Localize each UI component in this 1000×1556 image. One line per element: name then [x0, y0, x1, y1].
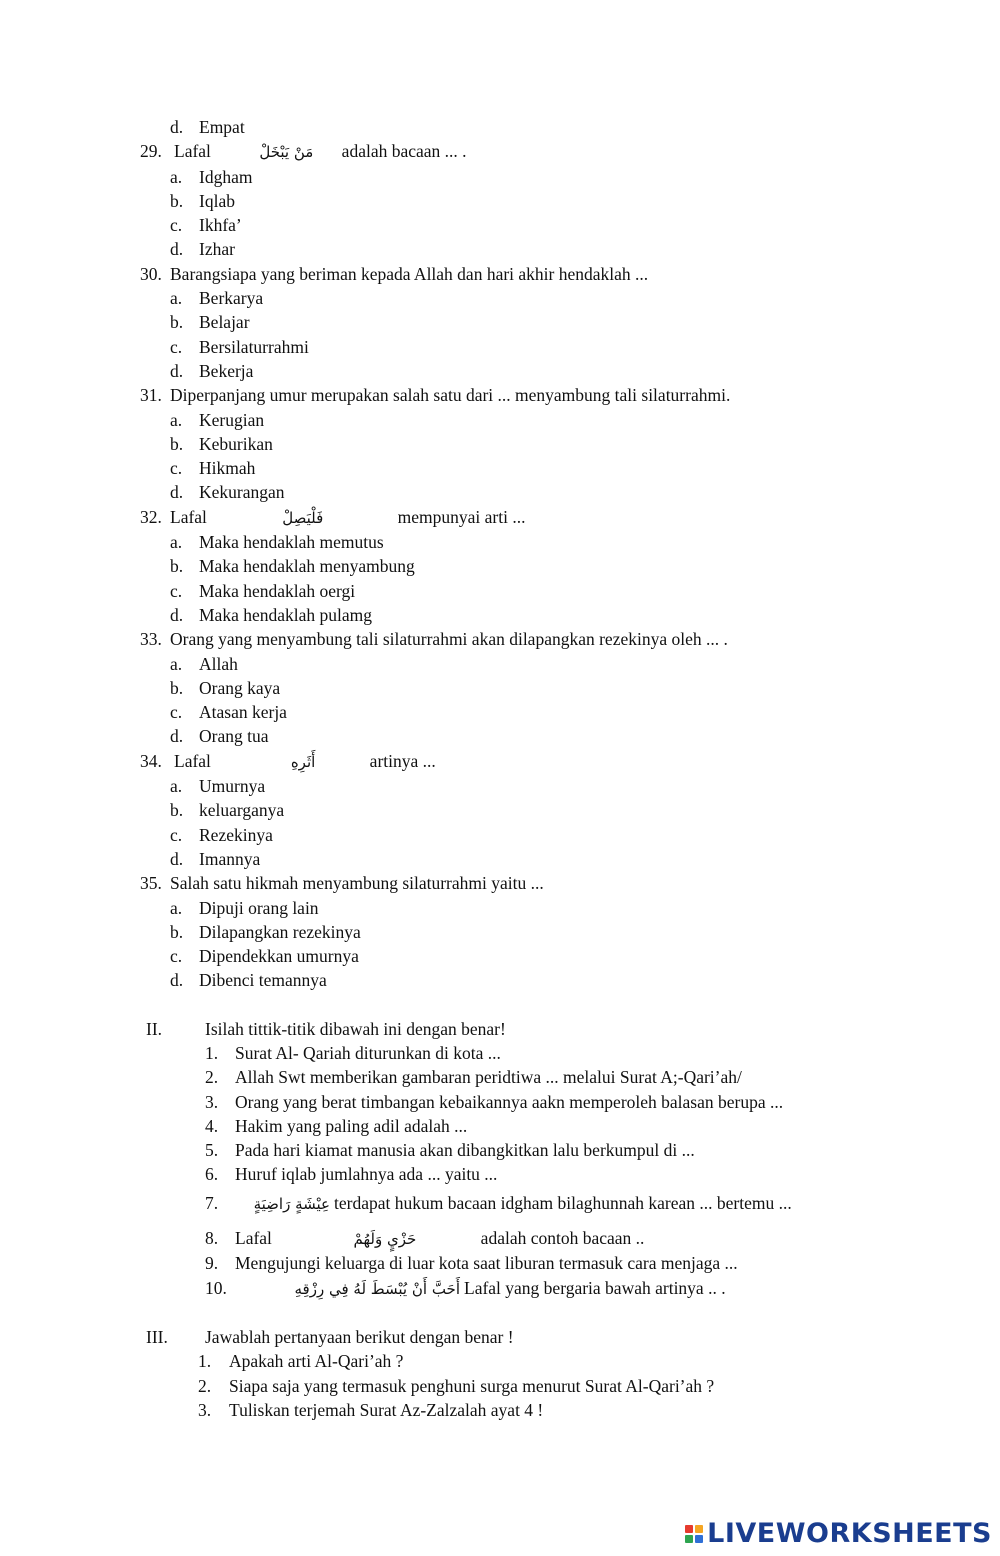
section-title: Jawablah pertanyaan berikut dengan benar ! — [205, 1326, 514, 1347]
question-pre: Lafal — [170, 506, 207, 527]
question-number: 35. — [140, 873, 162, 894]
question-post: artinya ... — [369, 750, 436, 771]
item-text: terdapat hukum bacaan idgham bilaghunnah karean ... bertemu ... — [334, 1192, 792, 1213]
q34-option-c — [170, 823, 1000, 847]
fill-item-4 — [205, 1114, 1000, 1138]
q30-option-d — [170, 359, 1000, 383]
item-text: adalah contoh bacaan .. — [480, 1228, 645, 1249]
option-letter: a. — [170, 166, 183, 187]
item-number: 4. — [205, 1115, 219, 1136]
q31-option-d — [170, 480, 1000, 504]
option-text: Allah — [199, 653, 238, 674]
option-letter: a. — [170, 897, 183, 918]
option-text: Maka hendaklah pulamg — [199, 604, 373, 625]
question-35 — [140, 871, 1000, 895]
q32-option-a — [170, 530, 1000, 554]
question-31 — [140, 383, 1000, 407]
essay-item-2 — [198, 1374, 1000, 1398]
arabic-text: عِيْشَةٍ رَاضِيَةٍ — [253, 1194, 330, 1213]
option-letter: b. — [170, 433, 184, 454]
option-text: Bekerja — [199, 360, 254, 381]
item-text: Surat Al- Qariah diturunkan di kota ... — [235, 1042, 501, 1063]
question-text: Salah satu hikmah menyambung silaturrahmi yaitu ... — [170, 873, 544, 894]
item-number: 1. — [198, 1351, 212, 1372]
option-letter: c. — [170, 458, 183, 479]
section-number: III. — [146, 1326, 168, 1347]
q28-option-d — [170, 115, 1000, 139]
option-letter: a. — [170, 288, 183, 309]
question-text: Barangsiapa yang beriman kepada Allah dan hari akhir hendaklah ... — [170, 263, 649, 284]
option-letter: d. — [170, 239, 184, 260]
item-text: Allah Swt memberikan gambaran peridtiwa ... melalui Surat A;-Qari’ah/ — [235, 1067, 742, 1088]
q29-option-b — [170, 189, 1000, 213]
item-text: Pada hari kiamat manusia akan dibangkitkan lalu berkumpul di ... — [235, 1140, 695, 1161]
question-text: Orang yang menyambung tali silaturrahmi akan dilapangkan rezekinya oleh ... . — [170, 629, 728, 650]
option-letter: c. — [170, 946, 183, 967]
item-text: Siapa saja yang termasuk penghuni surga menurut Surat Al-Qari’ah ? — [229, 1375, 715, 1396]
option-text: Rezekinya — [199, 824, 273, 845]
q33-option-c — [170, 700, 1000, 724]
question-number: 33. — [140, 629, 162, 650]
q30-option-c — [170, 335, 1000, 359]
q34-option-d — [170, 847, 1000, 871]
item-text: Huruf iqlab jumlahnya ada ... yaitu ... — [235, 1164, 498, 1185]
item-text: Lafal yang bergaria bawah artinya .. . — [464, 1277, 726, 1298]
item-number: 8. — [205, 1228, 219, 1249]
option-letter: c. — [170, 215, 183, 236]
option-text: Idgham — [199, 166, 253, 187]
q31-option-a — [170, 408, 1000, 432]
section-title: Isilah tittik-titik dibawah ini dengan benar! — [205, 1018, 506, 1039]
question-post: adalah bacaan ... . — [341, 141, 467, 162]
arabic-text: حَزْيٍ وَلَهُمْ — [353, 1230, 417, 1249]
option-text: Belajar — [199, 312, 250, 333]
item-text: Orang yang berat timbangan kebaikannya aakn memperoleh balasan berupa ... — [235, 1091, 784, 1112]
fill-item-10 — [205, 1276, 1000, 1301]
section-number: II. — [146, 1018, 163, 1039]
question-number: 30. — [140, 263, 162, 284]
option-text: Keburikan — [199, 433, 273, 454]
question-number: 32. — [140, 506, 162, 527]
option-letter: b. — [170, 556, 184, 577]
option-text: Hikmah — [199, 458, 256, 479]
question-number: 29. — [140, 141, 162, 162]
option-text: Maka hendaklah menyambung — [199, 556, 415, 577]
item-text: Tuliskan terjemah Surat Az-Zalzalah ayat 4 ! — [229, 1399, 544, 1420]
option-text: Kerugian — [199, 409, 265, 430]
option-letter: b. — [170, 190, 184, 211]
question-29 — [140, 139, 1000, 164]
q29-option-a — [170, 165, 1000, 189]
q32-option-c — [170, 579, 1000, 603]
option-letter: a. — [170, 653, 183, 674]
option-letter: d. — [170, 604, 184, 625]
option-text: Ikhfa’ — [199, 215, 242, 236]
q35-option-c — [170, 944, 1000, 968]
q31-option-b — [170, 432, 1000, 456]
option-text: Dipendekkan umurnya — [199, 946, 359, 967]
q31-option-c — [170, 456, 1000, 480]
q35-option-a — [170, 896, 1000, 920]
fill-item-6 — [205, 1162, 1000, 1186]
arabic-text: أَحَبَّ أَنْ يُبْسَطَ لَهُ فِي رِزْقِهِ — [294, 1279, 460, 1298]
arabic-text: مَنْ يَبْخَلْ — [259, 143, 314, 162]
worksheet-page — [0, 115, 1000, 1422]
option-letter: d. — [170, 970, 184, 991]
option-text: Iqlab — [199, 190, 235, 211]
item-number: 2. — [198, 1375, 212, 1396]
q34-option-a — [170, 774, 1000, 798]
option-letter: d. — [170, 482, 184, 503]
liveworksheets-logo — [685, 1517, 992, 1549]
item-text: Mengujungi keluarga di luar kota saat liburan termasuk cara menjaga ... — [235, 1253, 738, 1274]
option-text: Dipuji orang lain — [199, 897, 319, 918]
option-text: Kekurangan — [199, 482, 285, 503]
item-number: 3. — [205, 1091, 219, 1112]
q34-option-b — [170, 798, 1000, 822]
q33-option-d — [170, 724, 1000, 748]
fill-item-7 — [205, 1191, 1000, 1216]
q35-option-b — [170, 920, 1000, 944]
option-text: Umurnya — [199, 776, 266, 797]
option-text: Dibenci temannya — [199, 970, 327, 991]
section-3-heading — [146, 1325, 1000, 1349]
option-text: Maka hendaklah memutus — [199, 532, 384, 553]
q30-option-a — [170, 286, 1000, 310]
option-letter: c. — [170, 336, 183, 357]
option-text: Orang kaya — [199, 677, 281, 698]
arabic-text: فَلْيَصِلْ — [282, 508, 324, 527]
question-text: Diperpanjang umur merupakan salah satu dari ... menyambung tali silaturrahmi. — [170, 385, 731, 406]
section-2-heading — [146, 1017, 1000, 1041]
item-number: 6. — [205, 1164, 219, 1185]
item-number: 9. — [205, 1253, 219, 1274]
arabic-text: أَثَرِهِ — [290, 752, 316, 771]
option-text: Atasan kerja — [199, 702, 287, 723]
option-letter: d. — [170, 848, 184, 869]
option-text: Imannya — [199, 848, 261, 869]
fill-item-5 — [205, 1138, 1000, 1162]
question-pre: Lafal — [174, 141, 211, 162]
option-text: Empat — [199, 117, 245, 137]
q29-option-d — [170, 237, 1000, 261]
option-letter: d. — [170, 726, 184, 747]
fill-item-3 — [205, 1090, 1000, 1114]
question-30 — [140, 262, 1000, 286]
essay-item-1 — [198, 1349, 1000, 1373]
item-number: 2. — [205, 1067, 219, 1088]
item-pre: Lafal — [235, 1228, 272, 1249]
q32-option-d — [170, 603, 1000, 627]
question-post: mempunyai arti ... — [397, 506, 526, 527]
option-letter: b. — [170, 921, 184, 942]
q35-option-d — [170, 968, 1000, 992]
fill-item-8 — [205, 1226, 1000, 1251]
option-letter: d. — [170, 117, 184, 137]
option-letter: a. — [170, 532, 183, 553]
item-text: Apakah arti Al-Qari’ah ? — [229, 1351, 404, 1372]
option-text: Berkarya — [199, 288, 264, 309]
item-number: 10. — [205, 1277, 227, 1298]
essay-item-3 — [198, 1398, 1000, 1422]
option-letter: d. — [170, 360, 184, 381]
question-pre: Lafal — [174, 750, 211, 771]
option-text: Dilapangkan rezekinya — [199, 921, 361, 942]
question-33 — [140, 627, 1000, 651]
option-text: Orang tua — [199, 726, 269, 747]
fill-item-2 — [205, 1065, 1000, 1089]
item-number: 7. — [205, 1192, 219, 1213]
option-letter: c. — [170, 824, 183, 845]
option-letter: c. — [170, 702, 183, 723]
question-number: 31. — [140, 385, 162, 406]
q30-option-b — [170, 310, 1000, 334]
option-letter: c. — [170, 580, 183, 601]
q32-option-b — [170, 554, 1000, 578]
option-letter: a. — [170, 409, 183, 430]
option-letter: b. — [170, 677, 184, 698]
logo-text: LIVEWORKSHEETS — [707, 1517, 992, 1549]
fill-item-9 — [205, 1251, 1000, 1275]
question-number: 34. — [140, 750, 162, 771]
question-32 — [140, 505, 1000, 530]
option-letter: a. — [170, 776, 183, 797]
item-number: 3. — [198, 1399, 212, 1420]
option-text: Izhar — [199, 239, 235, 260]
option-text: keluarganya — [199, 800, 285, 821]
q29-option-c — [170, 213, 1000, 237]
item-text: Hakim yang paling adil adalah ... — [235, 1115, 468, 1136]
q33-option-b — [170, 676, 1000, 700]
fill-item-1 — [205, 1041, 1000, 1065]
question-34 — [140, 749, 1000, 774]
option-letter: b. — [170, 312, 184, 333]
item-number: 5. — [205, 1140, 219, 1161]
logo-mark-icon — [685, 1525, 703, 1543]
q33-option-a — [170, 652, 1000, 676]
option-text: Bersilaturrahmi — [199, 336, 309, 357]
option-letter: b. — [170, 800, 184, 821]
option-text: Maka hendaklah oergi — [199, 580, 356, 601]
item-number: 1. — [205, 1042, 219, 1063]
